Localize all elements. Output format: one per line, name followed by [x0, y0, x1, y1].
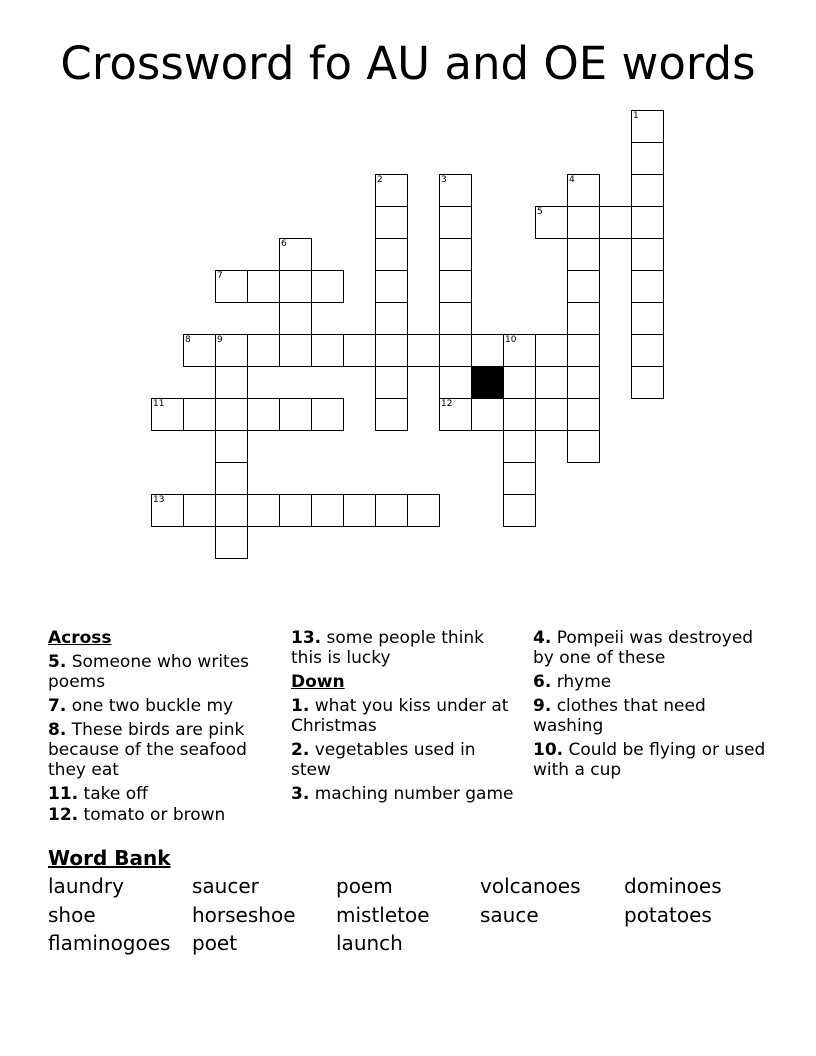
grid-cell[interactable]	[215, 462, 248, 495]
grid-cell[interactable]	[567, 174, 600, 207]
word-bank-word: laundry	[48, 874, 124, 898]
word-bank-word: dominoes	[624, 874, 722, 898]
down-clue-2: 2. vegetables used in stew	[291, 740, 476, 780]
clue-number: 5	[537, 207, 543, 217]
black-square	[471, 366, 504, 399]
grid-cell[interactable]	[311, 270, 344, 303]
word-bank-word: sauce	[480, 903, 539, 927]
down-clue-4: 4. Pompeii was destroyed by one of these	[533, 628, 754, 668]
grid-cell[interactable]	[439, 334, 472, 367]
word-bank-word: launch	[336, 931, 403, 955]
grid-cell[interactable]	[439, 238, 472, 271]
clue-number: 10	[505, 335, 517, 345]
grid-cell[interactable]	[375, 334, 408, 367]
word-bank-word: poet	[192, 931, 238, 955]
grid-cell[interactable]	[567, 206, 600, 239]
grid-cell[interactable]	[247, 398, 280, 431]
down-clue-9: 9. clothes that need washing	[533, 696, 706, 736]
word-bank-word: volcanoes	[480, 874, 581, 898]
grid-cell[interactable]	[439, 302, 472, 335]
grid-cell[interactable]	[567, 398, 600, 431]
grid-cell[interactable]	[279, 398, 312, 431]
word-bank-word: potatoes	[624, 903, 712, 927]
grid-cell[interactable]	[375, 174, 408, 207]
grid-cell[interactable]	[183, 494, 216, 527]
grid-cell[interactable]	[183, 334, 216, 367]
page-title: Crossword fo AU and OE words	[60, 37, 756, 90]
grid-cell[interactable]	[375, 270, 408, 303]
grid-cell[interactable]	[439, 206, 472, 239]
grid-cell[interactable]	[503, 398, 536, 431]
grid-cell[interactable]	[439, 398, 472, 431]
word-bank-word: flaminogoes	[48, 931, 171, 955]
grid-cell[interactable]	[215, 430, 248, 463]
word-bank-word: shoe	[48, 903, 96, 927]
clue-number: 6	[281, 239, 287, 249]
grid-cell[interactable]	[343, 494, 376, 527]
grid-cell[interactable]	[215, 366, 248, 399]
clue-number: 1	[633, 111, 639, 121]
grid-cell[interactable]	[503, 494, 536, 527]
grid-cell[interactable]	[471, 334, 504, 367]
grid-cell[interactable]	[439, 270, 472, 303]
down-clue-10: 10. Could be flying or used with a cup	[533, 740, 766, 780]
clue-number: 3	[441, 175, 447, 185]
grid-cell[interactable]	[567, 302, 600, 335]
down-clue-3: 3. maching number game	[291, 784, 514, 804]
word-bank-word: saucer	[192, 874, 259, 898]
grid-cell[interactable]	[215, 270, 248, 303]
grid-cell[interactable]	[631, 270, 664, 303]
grid-cell[interactable]	[183, 398, 216, 431]
grid-cell[interactable]	[311, 398, 344, 431]
grid-cell[interactable]	[247, 494, 280, 527]
grid-cell[interactable]	[279, 334, 312, 367]
grid-cell[interactable]	[279, 494, 312, 527]
grid-cell[interactable]	[631, 174, 664, 207]
grid-cell[interactable]	[343, 334, 376, 367]
grid-cell[interactable]	[631, 206, 664, 239]
grid-cell[interactable]	[535, 334, 568, 367]
grid-cell[interactable]	[567, 238, 600, 271]
grid-cell[interactable]	[631, 334, 664, 367]
grid-cell[interactable]	[375, 398, 408, 431]
grid-cell[interactable]	[631, 366, 664, 399]
clue-number: 8	[185, 335, 191, 345]
clue-number: 7	[217, 271, 223, 281]
grid-cell[interactable]	[503, 462, 536, 495]
grid-cell[interactable]	[535, 398, 568, 431]
grid-cell[interactable]	[375, 494, 408, 527]
grid-cell[interactable]	[279, 302, 312, 335]
grid-cell[interactable]	[375, 206, 408, 239]
across-clue-12: 12. tomato or brown	[48, 805, 226, 825]
grid-cell[interactable]	[215, 398, 248, 431]
grid-cell[interactable]	[311, 334, 344, 367]
grid-cell[interactable]	[247, 270, 280, 303]
grid-cell[interactable]	[279, 270, 312, 303]
grid-cell[interactable]	[407, 494, 440, 527]
word-bank-word: poem	[336, 874, 393, 898]
down-clue-1: 1. what you kiss under at Christmas	[291, 696, 509, 736]
clues-column-2	[291, 628, 516, 808]
grid-cell[interactable]	[567, 270, 600, 303]
grid-cell[interactable]	[631, 110, 664, 143]
clue-number: 12	[441, 399, 453, 409]
grid-cell[interactable]	[375, 366, 408, 399]
grid-cell[interactable]	[471, 398, 504, 431]
word-bank-heading: Word Bank	[48, 846, 171, 870]
grid-cell[interactable]	[439, 366, 472, 399]
grid-cell[interactable]	[503, 430, 536, 463]
clue-number: 2	[377, 175, 383, 185]
grid-cell[interactable]	[567, 366, 600, 399]
clues-column-1	[48, 628, 273, 829]
grid-cell[interactable]	[279, 238, 312, 271]
word-bank-word: horseshoe	[192, 903, 296, 927]
grid-cell[interactable]	[631, 238, 664, 271]
across-clue-13: 13. some people think this is lucky	[291, 628, 485, 668]
grid-cell[interactable]	[215, 494, 248, 527]
grid-cell[interactable]	[535, 206, 568, 239]
down-clue-6: 6. rhyme	[533, 672, 612, 692]
grid-cell[interactable]	[375, 238, 408, 271]
grid-cell[interactable]	[247, 334, 280, 367]
grid-cell[interactable]	[151, 494, 184, 527]
clue-number: 9	[217, 335, 223, 345]
grid-cell[interactable]	[311, 494, 344, 527]
across-clue-7: 7. one two buckle my	[48, 696, 234, 716]
grid-cell[interactable]	[599, 206, 632, 239]
grid-cell[interactable]	[631, 302, 664, 335]
down-heading: Down	[291, 672, 345, 692]
word-bank-word: mistletoe	[336, 903, 430, 927]
grid-cell[interactable]	[567, 334, 600, 367]
clue-number: 4	[569, 175, 575, 185]
grid-cell[interactable]	[375, 302, 408, 335]
grid-cell[interactable]	[503, 334, 536, 367]
grid-cell[interactable]	[503, 366, 536, 399]
clue-number: 13	[153, 495, 165, 505]
clues-column-3	[533, 628, 773, 784]
clue-number: 11	[153, 399, 165, 409]
grid-cell[interactable]	[407, 334, 440, 367]
grid-cell[interactable]	[631, 142, 664, 175]
grid-cell[interactable]	[567, 430, 600, 463]
across-clue-8: 8. These birds are pink because of the seafood they eat	[48, 720, 247, 780]
grid-cell[interactable]	[215, 526, 248, 559]
grid-cell[interactable]	[439, 174, 472, 207]
across-clue-11: 11. take off	[48, 784, 148, 804]
across-heading: Across	[48, 628, 112, 648]
grid-cell[interactable]	[151, 398, 184, 431]
grid-cell[interactable]	[215, 334, 248, 367]
across-clue-5: 5. Someone who writes poems	[48, 652, 250, 692]
